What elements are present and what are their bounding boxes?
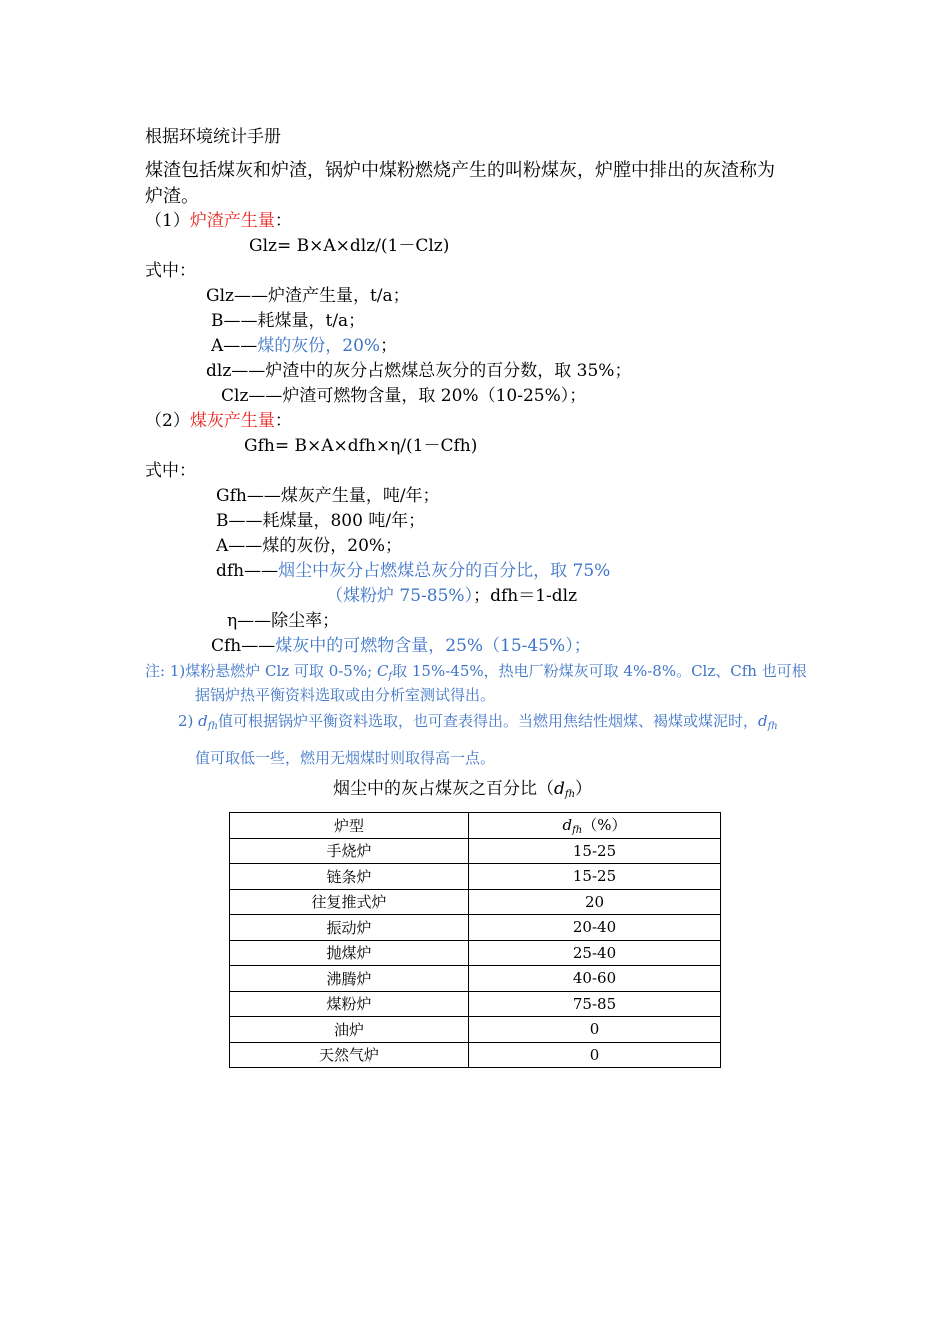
def-dfh (216, 560, 610, 582)
def-dfh-cont (326, 585, 577, 607)
dfh-value-cell: 40-60 (469, 966, 721, 992)
note-1-var: C (376, 662, 389, 680)
section2-number: （2） (145, 411, 190, 431)
section1-heading (145, 210, 292, 232)
table-header-row (230, 813, 721, 839)
note-1-line-2: 据锅炉热平衡资料选取或由分析室测试得出。 (195, 686, 496, 704)
furnace-type-cell: 手烧炉 (230, 838, 469, 864)
table-caption-text: 烟尘中的灰占煤灰之百分比（ (333, 779, 554, 799)
def-dfh-prefix: dfh—— (216, 561, 279, 581)
def-a-value: 煤的灰份，20% (257, 336, 381, 356)
dfh-value-cell: 0 (469, 1017, 721, 1043)
furnace-type-cell: 抛煤炉 (230, 940, 469, 966)
def-cfh (211, 635, 591, 657)
note-2-var-end: d (757, 712, 768, 730)
intro-line-1: 煤渣包括煤灰和炉渣，锅炉中煤粉燃烧产生的叫粉煤灰，炉膛中排出的灰渣称为 (145, 160, 775, 181)
table-row (230, 1017, 721, 1043)
table-caption-sub: fh (564, 789, 576, 800)
table-row (230, 915, 721, 941)
def-dlz: dlz——炉渣中的灰分占燃煤总灰分的百分数，取 35%； (206, 361, 632, 381)
note-2-line-2: 值可取低一些，燃用无烟煤时则取得高一点。 (195, 749, 496, 767)
table-caption-var: d (554, 779, 565, 799)
header-sub: fh (572, 825, 583, 837)
table-caption (333, 778, 592, 806)
dfh-value-cell: 25-40 (469, 940, 721, 966)
section1-title: 炉渣产生量 (189, 211, 275, 231)
section1-number: （1） (145, 211, 190, 231)
dfh-table (229, 812, 721, 1068)
def-cfh-prefix: Cfh—— (211, 636, 276, 656)
dfh-value-cell: 20 (469, 889, 721, 915)
table-row (230, 838, 721, 864)
table-row (230, 864, 721, 890)
def-a-prefix: A—— (211, 336, 258, 356)
table-row (230, 966, 721, 992)
source-line: 根据环境统计手册 (145, 127, 281, 147)
furnace-type-cell: 往复推式炉 (230, 889, 469, 915)
header-furnace-type: 炉型 (230, 813, 469, 839)
def-dfh-range: （煤粉炉 75-85%） (326, 586, 474, 606)
furnace-type-cell: 沸腾炉 (230, 966, 469, 992)
note-1-sub: f (388, 671, 393, 682)
furnace-type-cell: 天然气炉 (230, 1042, 469, 1068)
dfh-value-cell: 20-40 (469, 915, 721, 941)
section2-heading (145, 410, 292, 432)
def-a (211, 335, 397, 357)
furnace-type-cell: 链条炉 (230, 864, 469, 890)
def-dfh-relation: ；dfh＝1-dlz (473, 586, 578, 606)
def-gfh: Gfh——煤灰产生量，吨/年； (216, 486, 440, 506)
def-cfh-value: 煤灰中的可燃物含量，25%（15-45%）； (275, 636, 591, 656)
note-2 (178, 710, 778, 738)
note-2-text-a: 2) (178, 712, 199, 730)
table-row (230, 1042, 721, 1068)
furnace-type-cell: 煤粉炉 (230, 991, 469, 1017)
intro-line-2: 炉渣。 (145, 186, 199, 207)
note-2-sub: fh (207, 721, 218, 732)
def-b: B——耗煤量，t/a； (211, 311, 366, 331)
furnace-type-cell: 振动炉 (230, 915, 469, 941)
def-dfh-value: 烟尘中灰分占燃煤总灰分的百分比，取 75% (278, 561, 611, 581)
dfh-value-cell: 15-25 (469, 864, 721, 890)
note-2-var: d (198, 712, 208, 730)
furnace-type-cell: 油炉 (230, 1017, 469, 1043)
table-caption-close: ） (575, 779, 593, 799)
def-a-suffix: ； (380, 336, 398, 356)
section1-colon: ： (274, 211, 292, 231)
section1-formula: Glz= B×A×dlz/(1－Clz) (249, 236, 450, 256)
section1-where: 式中： (145, 261, 196, 281)
table-row (230, 940, 721, 966)
note-1-text-b: 取 15%-45%，热电厂粉煤灰可取 4%-8%。Clz、Cfh 也可根 (392, 662, 807, 680)
header-unit: （%） (582, 816, 627, 835)
note-2-text-b: 值可根据锅炉平衡资料选取，也可查表得出。当燃用焦结性烟煤、褐煤或煤泥时， (217, 712, 758, 730)
dfh-value-cell: 75-85 (469, 991, 721, 1017)
dfh-value-cell: 15-25 (469, 838, 721, 864)
table-row (230, 889, 721, 915)
section2-colon: ： (274, 411, 292, 431)
def-clz: Clz——炉渣可燃物含量，取 20%（10-25%）； (221, 386, 587, 406)
dfh-value-cell: 0 (469, 1042, 721, 1068)
section2-where: 式中： (145, 461, 196, 481)
def-glz: Glz——炉渣产生量，t/a； (206, 286, 410, 306)
note-2-sub-end: fh (767, 721, 778, 732)
section2-formula: Gfh= B×A×dfh×η/(1－Cfh) (244, 436, 478, 456)
note-1-text-a: 注: 1)煤粉悬燃炉 Clz 可取 0-5%; (145, 662, 377, 680)
def-b2: B——耗煤量，800 吨/年； (216, 511, 426, 531)
section2-title: 煤灰产生量 (189, 411, 275, 431)
def-a2: A——煤的灰份，20%； (216, 536, 403, 556)
def-eta: η——除尘率； (227, 611, 340, 631)
table-row (230, 991, 721, 1017)
header-dfh (469, 813, 721, 839)
header-var: d (562, 816, 573, 835)
